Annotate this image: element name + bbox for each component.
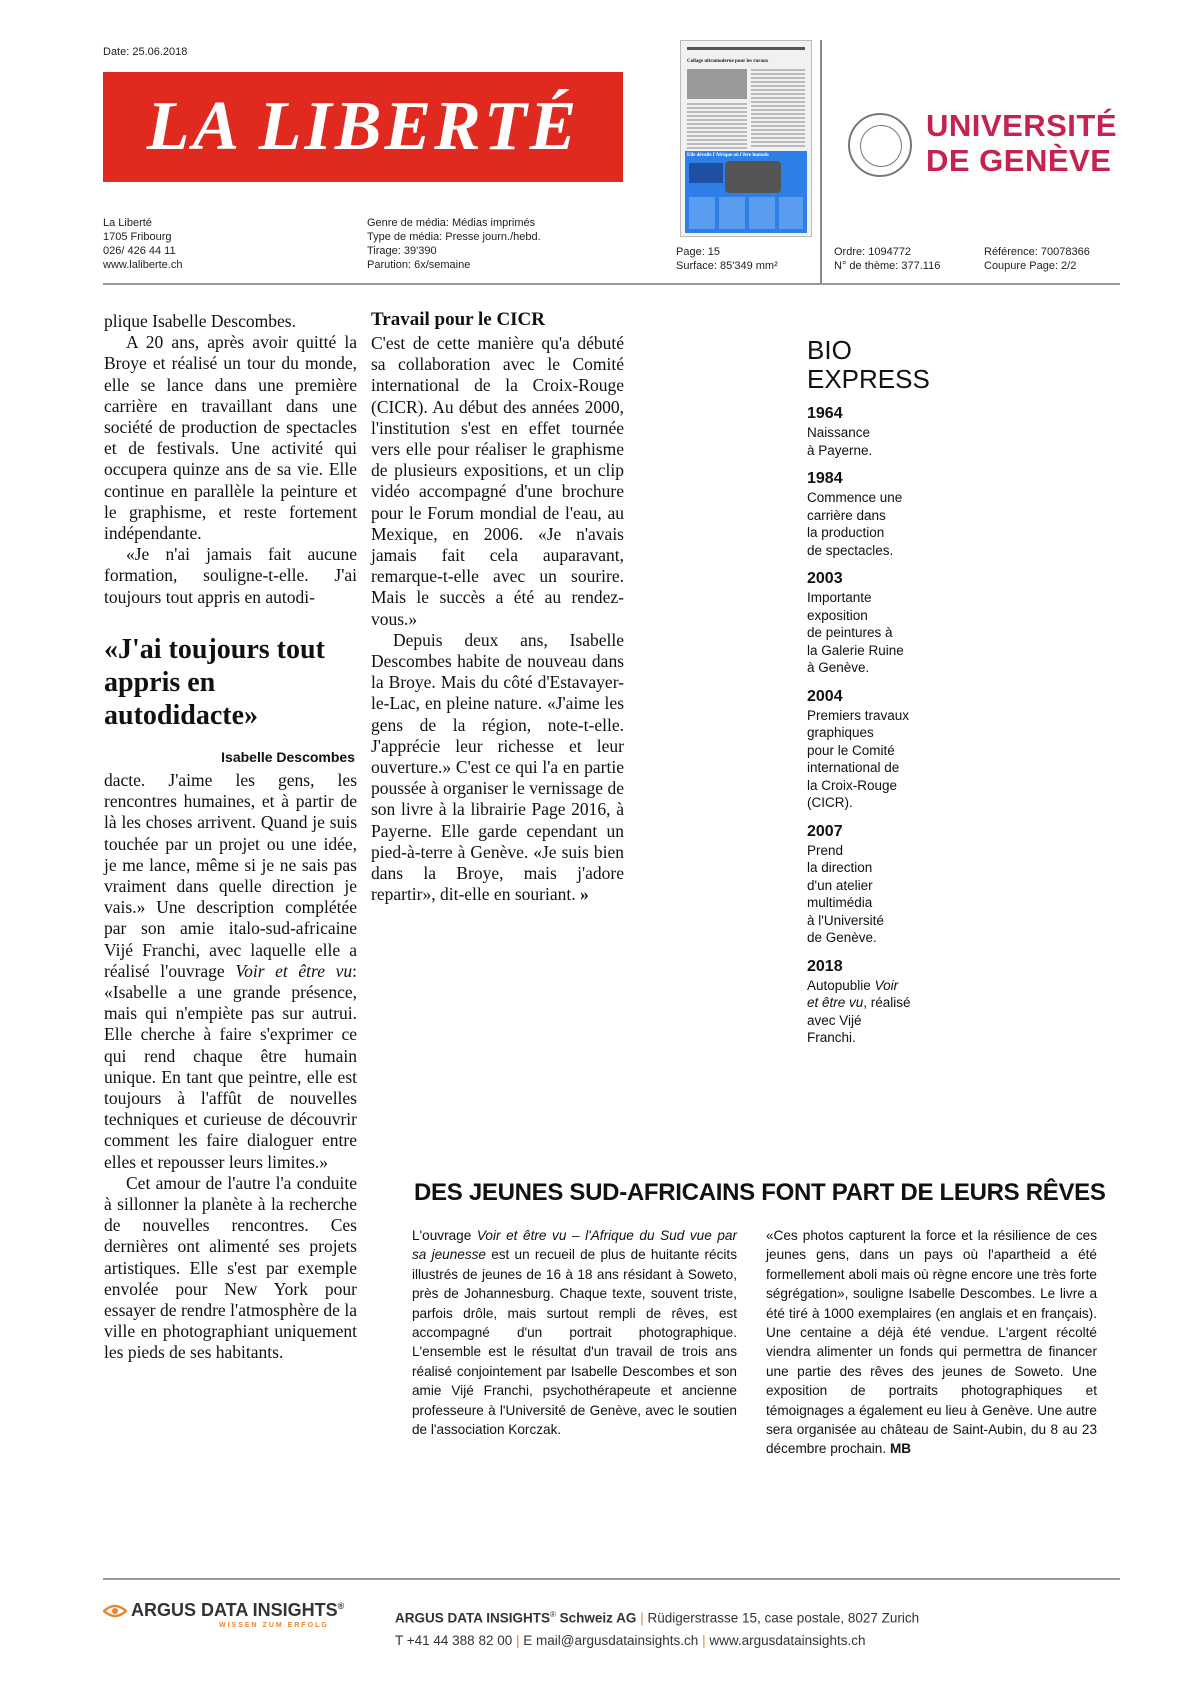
- thumbnail-headline-1: Collage ultramoderne pour les ruraux: [687, 59, 769, 64]
- bio-item: 2003 Importante exposition de peintures à la Galerie Ruine à Genève.: [807, 570, 904, 675]
- page-thumbnail: [680, 40, 812, 237]
- header-divider: [820, 40, 822, 285]
- footer-address: Rüdigerstrasse 15, case postale, 8027 Zurich: [647, 1610, 920, 1626]
- pull-quote: «J'ai toujours tout appris en autodidacte»: [104, 634, 325, 731]
- university-name: UNIVERSITÉ DE GENÈVE: [926, 108, 1118, 178]
- bio-item: 1964 Naissance à Payerne.: [807, 405, 873, 458]
- section-subhead: Travail pour le CICR: [371, 309, 545, 330]
- newspaper-name: LA LIBERTÉ: [146, 88, 580, 165]
- order-info: Ordre: 1094772 N° de thème: 377.116: [834, 246, 941, 272]
- bio-item: 2007 Prend la direction d'un atelier multimédia à l'Université de Genève.: [807, 822, 884, 945]
- header-rule: [103, 283, 1120, 285]
- publisher-info: La Liberté 1705 Fribourg 026/ 426 44 11 www.laliberte.ch: [103, 217, 183, 271]
- argus-logo-text: ARGUS DATA INSIGHTS: [131, 1600, 338, 1620]
- clipping-date: Date: 25.06.2018: [103, 46, 188, 58]
- footer-email-link[interactable]: E mail@argusdatainsights.ch: [523, 1632, 699, 1648]
- footer-contact: ARGUS DATA INSIGHTS® Schweiz AG | Rüdigerstrasse 15, case postale, 8027 Zurich T +41 44 388 82 00 | E mail@argusdatainsights.ch | www.argusdatainsights.ch: [395, 1610, 920, 1648]
- book-title: Voir et être vu: [235, 960, 353, 981]
- page-info: Page: 15 Surface: 85'349 mm²: [676, 246, 778, 272]
- media-info: Genre de média: Médias imprimés Type de média: Presse journ./hebd. Tirage: 39'390 Parution: 6x/semaine: [367, 217, 541, 271]
- article-column-1-top: plique Isabelle Descombes. A 20 ans, après avoir quitté la Broye et réalisé un tour du monde, elle se lance dans une première carrière en travaillant dans une société de production de spectacles et de festivals. Une activité qui occupera quinze ans de sa vie. Elle continue en parallèle la peinture et le graphisme, et reste fortement indépendante. «Je n'ai jamais fait aucune formation, souligne-t-elle. J'ai toujours tout appris en autodi-: [104, 311, 357, 607]
- footer-phone: T +41 44 388 82 00: [395, 1632, 513, 1648]
- thumbnail-headline-2: Elle dévoile l'Afrique où l'être humain: [687, 153, 769, 158]
- article-column-2: C'est de cette manière qu'a débuté sa collaboration avec le Comité international de la Croix-Rouge (CICR). Au début des années 2000, l'institution s'est en effet tournée vers elle pour réaliser le graphisme de plusieurs expositions, et un clip vidéo accompagné d'une brochure pour le Forum mondial de l'eau, au Mexique, en 2006. «Je n'avais jamais fait cela auparavant, remarque-t-elle avec un sourire. Mais le succès a été au rendez-vous.» Depuis deux ans, Isabelle Descombes habite de nouveau dans la Broye. Mais du côté d'Estavayer-le-Lac, en pleine nature. «J'aime les gens de la région, note-t-elle. J'apprécie leur richesse et leur ouverture.» C'est ce qui l'a en partie poussée à organiser le vernissage de son livre à la librairie Page 2016, à Payerne. Elle garde cependant un pied-à-terre à Genève. «Je suis bien dans la Broye, mais j'adore repartir», dit-elle en souriant. »: [371, 333, 624, 905]
- article-column-1-bottom: dacte. J'aime les gens, les rencontres humaines, et à partir de là les choses arrivent. Quand je suis touchée par un projet ou une idée, je me lance, même si je ne sais pas vraiment dans quelle direction je vais.» Une description complétée par son amie italo-sud-africaine Vijé Franchi, avec laquelle elle a réalisé l'ouvrage Voir et être vu: «Isabelle a une grande présence, mais qui n'empiète pas sur autrui. Elle cherche à faire s'exprimer ce qui rend chaque être humain unique. En tant que peintre, elle est toujours à l'affût de nouvelles techniques et curieuse de découvrir comment les faire dialoguer entre elles et repousser leurs limites.» Cet amour de l'autre l'a conduite à sillonner la planète à la recherche de nouvelles rencontres. Ces dernières ont alimenté ses projets artistiques. Elle s'est par exemple envolée pour New York pour essayer de rendre l'atmosphère de la ville en photographiant uniquement les pieds de ses habitants.: [104, 770, 357, 1363]
- publisher-website-link[interactable]: www.laliberte.ch: [103, 259, 183, 271]
- footer-website-link[interactable]: www.argusdatainsights.ch: [709, 1632, 866, 1648]
- eye-icon: [103, 1603, 127, 1619]
- end-mark: »: [579, 884, 589, 905]
- box-signature: MB: [889, 1441, 912, 1457]
- bio-express: [807, 335, 930, 1057]
- box-column-right: «Ces photos capturent la force et la résilience de ces jeunes gens, dans un pays où l'apartheid a été formellement aboli mais où règne encore une très forte ségrégation», souligne Isabelle Descombes. Le livre a été tiré à 1000 exemplaires (en anglais et en français). Une centaine a déjà été vendue. L'argent récolté viendra alimenter un fonds qui permettra de financer une partie des rêves des jeunes de Soweto. Une exposition de portraits photographiques et témoignages a également eu lieu à Genève. Une autre sera organisée au château de Saint-Aubin, du 8 au 23 décembre prochain. MB: [766, 1228, 1097, 1457]
- pull-quote-author: Isabelle Descombes: [221, 749, 355, 765]
- bio-item: 2018 Autopublie Voir et être vu, réalisé avec Vijé Franchi.: [807, 957, 911, 1045]
- bio-title: BIO EXPRESS: [807, 335, 930, 394]
- box-column-left: L'ouvrage Voir et être vu – l'Afrique du Sud vue par sa jeunesse est un recueil de plus de huitante récits illustrés de jeunes de 16 à 18 ans résidant à Soweto, près de Johannesburg. Chaque texte, souvent triste, parfois drôle, mais surtout rempli de rêves, est accompagné d'un portrait photographique. L'ensemble est le résultat d'un travail de trois ans réalisé conjointement par Isabelle Descombes et son amie Vijé Franchi, psychothérapeute et ancienne professeure à l'Université de Genève, avec le soutien de l'association Korczak.: [412, 1228, 738, 1438]
- argus-tagline: WISSEN ZUM ERFOLG: [219, 1622, 329, 1629]
- bio-item: 2004 Premiers travaux graphiques pour le Comité international de la Croix-Rouge (CICR).: [807, 687, 910, 810]
- bio-item: 1984 Commence une carrière dans la production de spectacles.: [807, 470, 903, 558]
- box-book-title: Voir et être vu – l'Afrique du Sud vue par sa jeunesse: [412, 1228, 738, 1263]
- footer-rule: [103, 1578, 1120, 1580]
- university-seal: [848, 113, 912, 177]
- box-title: DES JEUNES SUD-AFRICAINS FONT PART DE LEURS RÊVES: [414, 1179, 1106, 1206]
- reference-info: Référence: 70078366 Coupure Page: 2/2: [984, 246, 1090, 272]
- newspaper-logo: [103, 72, 623, 182]
